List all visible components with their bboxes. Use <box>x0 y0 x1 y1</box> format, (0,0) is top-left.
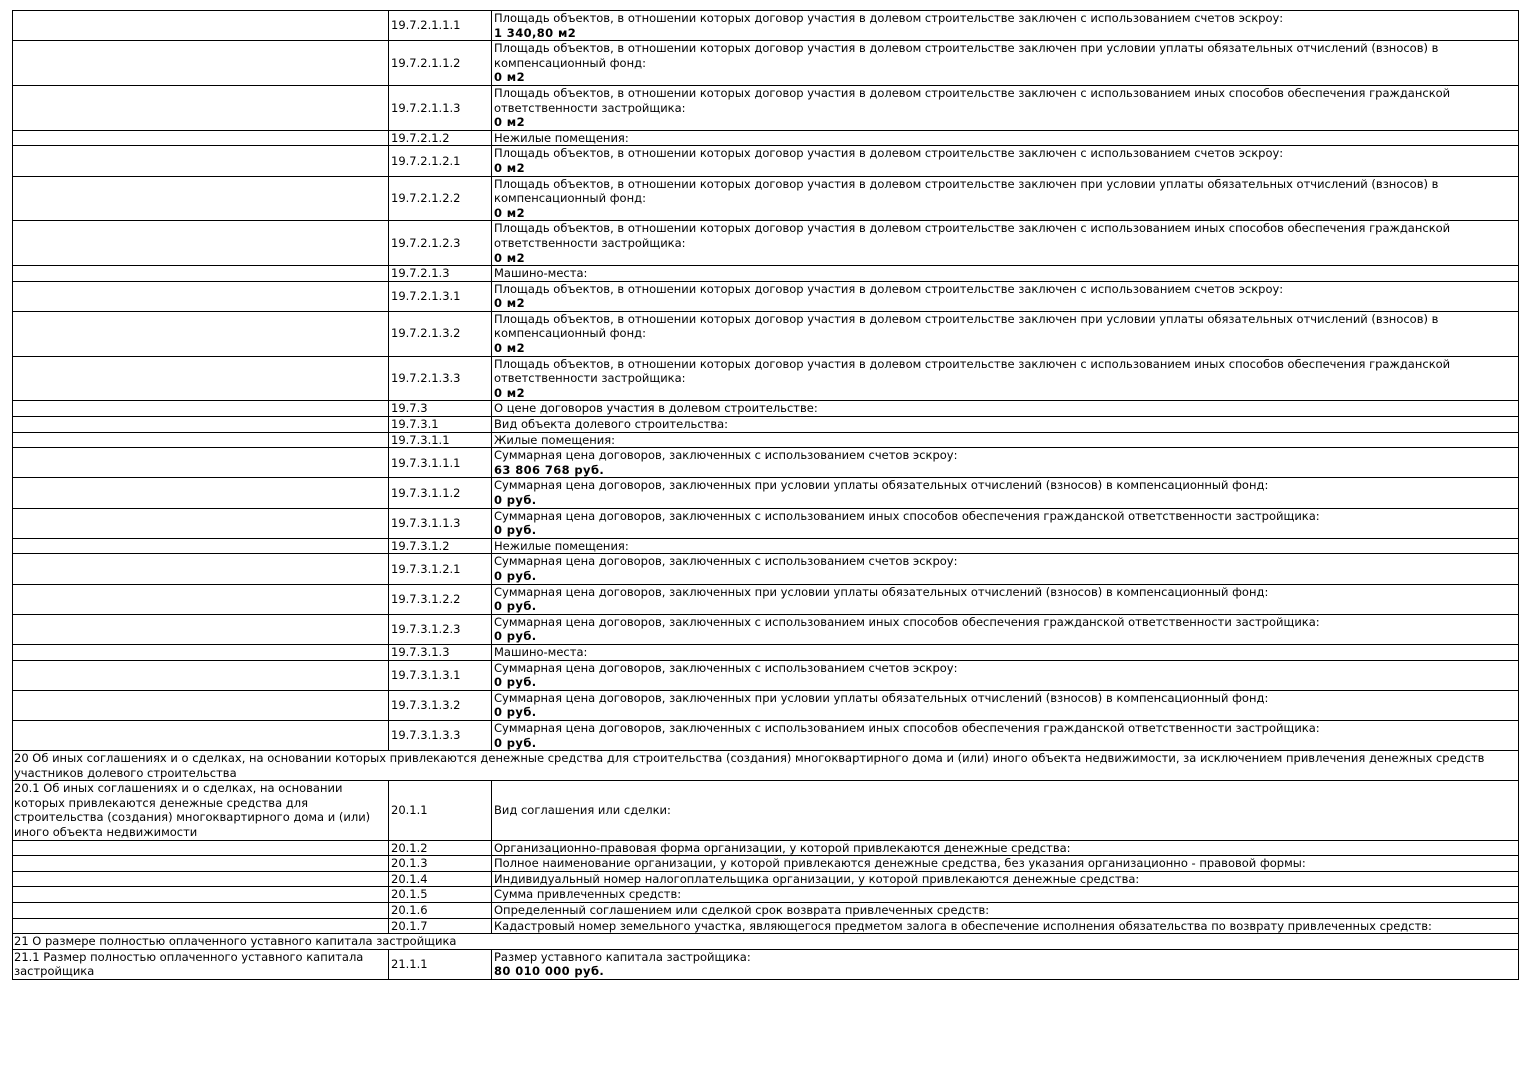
text-line: Суммарная цена договоров, заключенных с использованием счетов эскроу: <box>494 448 958 463</box>
item-description-cell <box>492 130 1519 146</box>
item-description-cell <box>492 41 1519 86</box>
table-row <box>13 311 1519 356</box>
group-label-cell <box>13 85 389 130</box>
group-label-cell <box>13 660 389 690</box>
text-line: Сумма привлеченных средств: <box>494 887 682 902</box>
group-label-cell <box>13 584 389 614</box>
item-value: 0 м2 <box>494 70 526 85</box>
text-line: Суммарная цена договоров, заключенных при условии уплаты обязательных отчислений (взносов) в компенсационный фонд: <box>494 584 1269 599</box>
item-description-cell <box>492 554 1519 584</box>
item-code: 20.1.1 <box>389 781 492 840</box>
item-code: 20.1.3 <box>389 856 492 872</box>
table-row <box>13 266 1519 282</box>
table-body <box>13 11 1519 980</box>
group-label-cell <box>13 41 389 86</box>
text-line: Кадастровый номер земельного участка, являющегося предметом залога в обеспечение исполнения обязательства по возврату привлеченных средств: <box>494 918 1432 933</box>
item-value: 0 м2 <box>494 160 526 175</box>
group-label-cell <box>13 130 389 146</box>
table-row <box>13 176 1519 221</box>
item-code: 19.7.2.1.1.2 <box>389 41 492 86</box>
item-value: 0 руб. <box>494 735 537 750</box>
item-description-cell <box>492 644 1519 660</box>
text-line: Суммарная цена договоров, заключенных при условии уплаты обязательных отчислений (взносов) в компенсационный фонд: <box>494 690 1269 705</box>
table-row <box>13 949 1519 979</box>
item-description-cell <box>492 432 1519 448</box>
group-label-cell <box>13 146 389 176</box>
item-value: 80 010 000 руб. <box>494 964 605 979</box>
group-label-cell <box>13 417 389 433</box>
item-description-cell <box>492 918 1519 934</box>
item-description-cell <box>492 221 1519 266</box>
item-value: 0 м2 <box>494 385 526 400</box>
section-heading <box>13 751 1519 781</box>
item-description-cell <box>492 690 1519 720</box>
group-label-cell <box>13 840 389 856</box>
text-line: Индивидуальный номер налогоплательщика организации, у которой привлекаются денежные средства: <box>494 871 1140 886</box>
table-row <box>13 720 1519 750</box>
text-line: Определенный соглашением или сделкой срок возврата привлеченных средств: <box>494 903 990 918</box>
item-description-cell <box>492 448 1519 478</box>
text-line: Машино-места: <box>494 266 588 281</box>
table-row <box>13 614 1519 644</box>
text-line: Нежилые помещения: <box>494 538 629 553</box>
item-description-cell <box>492 856 1519 872</box>
group-label-cell <box>13 918 389 934</box>
group-label-cell <box>13 266 389 282</box>
text-line: Вид объекта долевого строительства: <box>494 417 729 432</box>
table-row <box>13 356 1519 401</box>
text-line: ответственности застройщика: <box>494 371 686 386</box>
item-description-cell <box>492 417 1519 433</box>
item-value: 0 руб. <box>494 675 537 690</box>
item-description-cell <box>492 887 1519 903</box>
group-label-cell <box>13 281 389 311</box>
item-description-cell <box>492 840 1519 856</box>
item-description-cell <box>492 311 1519 356</box>
text-line: компенсационный фонд: <box>494 191 646 206</box>
text-line: иного объекта недвижимости <box>14 825 198 840</box>
item-code: 20.1.2 <box>389 840 492 856</box>
text-line: О цене договоров участия в долевом строительстве: <box>494 401 818 416</box>
text-line: Суммарная цена договоров, заключенных с использованием иных способов обеспечения гражданской ответственности застройщика: <box>494 720 1320 735</box>
item-description-cell <box>492 85 1519 130</box>
text-line: Организационно-правовая форма организации, у которой привлекаются денежные средства: <box>494 840 1071 855</box>
text-line: Суммарная цена договоров, заключенных с использованием счетов эскроу: <box>494 554 958 569</box>
text-line: застройщика <box>14 964 95 979</box>
table-row <box>13 281 1519 311</box>
group-label-cell <box>13 401 389 417</box>
group-label-cell <box>13 871 389 887</box>
item-value: 0 м2 <box>494 250 526 265</box>
item-code: 19.7.3.1.2 <box>389 538 492 554</box>
item-code: 19.7.2.1.3 <box>389 266 492 282</box>
item-code: 19.7.3.1.3.1 <box>389 660 492 690</box>
table-row <box>13 221 1519 266</box>
table-row <box>13 554 1519 584</box>
item-value: 0 м2 <box>494 205 526 220</box>
table-row <box>13 417 1519 433</box>
group-label-cell <box>13 720 389 750</box>
text-line: Суммарная цена договоров, заключенных с использованием иных способов обеспечения гражданской ответственности застройщика: <box>494 508 1320 523</box>
table-row <box>13 432 1519 448</box>
item-code: 19.7.2.1.2 <box>389 130 492 146</box>
text-line: 20 Об иных соглашениях и о сделках, на основании которых привлекаются денежные средства для строительства (создания) многоквартирного дома и (или) иного объекта недвижимости, за исключением привлечения денежных средств <box>14 751 1485 766</box>
document-table <box>12 10 1519 980</box>
text-line: Площадь объектов, в отношении которых договор участия в долевом строительстве заключен при условии уплаты обязательных отчислений (взносов) в <box>494 176 1439 191</box>
text-line: Площадь объектов, в отношении которых договор участия в долевом строительстве заключен с использованием счетов эскроу: <box>494 146 1284 161</box>
item-value: 63 806 768 руб. <box>494 462 605 477</box>
text-line: Площадь объектов, в отношении которых договор участия в долевом строительстве заключен при условии уплаты обязательных отчислений (взносов) в <box>494 41 1439 56</box>
text-line: 21.1 Размер полностью оплаченного уставного капитала <box>14 949 364 964</box>
item-description-cell <box>492 614 1519 644</box>
item-description-cell <box>492 584 1519 614</box>
text-line: Площадь объектов, в отношении которых договор участия в долевом строительстве заключен с использованием счетов эскроу: <box>494 281 1284 296</box>
text-line: Вид соглашения или сделки: <box>494 803 671 818</box>
item-description-cell <box>492 176 1519 221</box>
table-row <box>13 448 1519 478</box>
item-code: 19.7.3.1.3 <box>389 644 492 660</box>
group-label-cell <box>13 554 389 584</box>
text-line: 21 О размере полностью оплаченного уставного капитала застройщика <box>14 934 457 949</box>
group-label-cell <box>13 478 389 508</box>
text-line: Размер уставного капитала застройщика: <box>494 949 751 964</box>
item-value: 0 м2 <box>494 115 526 130</box>
item-description-cell <box>492 781 1519 840</box>
item-description-cell <box>492 508 1519 538</box>
text-line: ответственности застройщика: <box>494 235 686 250</box>
table-row <box>13 887 1519 903</box>
item-code: 19.7.3.1.1.2 <box>389 478 492 508</box>
text-line: Суммарная цена договоров, заключенных при условии уплаты обязательных отчислений (взносов) в компенсационный фонд: <box>494 478 1269 493</box>
text-line: Площадь объектов, в отношении которых договор участия в долевом строительстве заключен с использованием иных способов обеспечения гражданской <box>494 85 1451 100</box>
item-code: 19.7.2.1.2.2 <box>389 176 492 221</box>
item-code: 20.1.7 <box>389 918 492 934</box>
group-label-cell <box>13 311 389 356</box>
item-description-cell <box>492 478 1519 508</box>
item-description-cell <box>492 356 1519 401</box>
group-label-cell <box>13 508 389 538</box>
item-value: 0 м2 <box>494 296 526 311</box>
text-line: Площадь объектов, в отношении которых договор участия в долевом строительстве заключен с использованием счетов эскроу: <box>494 11 1284 25</box>
item-description-cell <box>492 903 1519 919</box>
item-description-cell <box>492 401 1519 417</box>
item-value: 0 руб. <box>494 493 537 507</box>
table-row <box>13 130 1519 146</box>
item-code: 19.7.2.1.2.1 <box>389 146 492 176</box>
table-row <box>13 584 1519 614</box>
table-row <box>13 538 1519 554</box>
item-code: 19.7.3 <box>389 401 492 417</box>
item-code: 19.7.3.1 <box>389 417 492 433</box>
item-code: 21.1.1 <box>389 949 492 979</box>
item-value: 0 руб. <box>494 599 537 614</box>
table-row <box>13 690 1519 720</box>
group-label-cell <box>13 11 389 41</box>
table-row <box>13 401 1519 417</box>
text-line: компенсационный фонд: <box>494 326 646 341</box>
item-code: 20.1.6 <box>389 903 492 919</box>
group-label-cell <box>13 176 389 221</box>
group-label-cell <box>13 949 389 979</box>
text-line: Суммарная цена договоров, заключенных с использованием счетов эскроу: <box>494 660 958 675</box>
item-code: 19.7.3.1.3.2 <box>389 690 492 720</box>
item-code: 19.7.2.1.3.1 <box>389 281 492 311</box>
item-description-cell <box>492 720 1519 750</box>
item-code: 19.7.3.1.2.3 <box>389 614 492 644</box>
item-code: 19.7.2.1.3.2 <box>389 311 492 356</box>
table-row <box>13 856 1519 872</box>
group-label-cell <box>13 887 389 903</box>
item-code: 19.7.3.1.2.2 <box>389 584 492 614</box>
item-code: 20.1.5 <box>389 887 492 903</box>
table-row <box>13 85 1519 130</box>
table-row <box>13 41 1519 86</box>
section-row <box>13 934 1519 950</box>
group-label-cell <box>13 538 389 554</box>
group-label-cell <box>13 221 389 266</box>
text-line: Площадь объектов, в отношении которых договор участия в долевом строительстве заключен с использованием иных способов обеспечения гражданской <box>494 356 1451 371</box>
item-description-cell <box>492 660 1519 690</box>
table-row <box>13 508 1519 538</box>
item-value: 0 руб. <box>494 568 537 583</box>
text-line: Полное наименование организации, у которой привлекаются денежные средства, без указания организационно - правовой формы: <box>494 856 1306 871</box>
item-code: 19.7.2.1.3.3 <box>389 356 492 401</box>
table-row <box>13 11 1519 41</box>
text-line: Жилые помещения: <box>494 432 616 447</box>
text-line: участников долевого строительства <box>14 765 237 780</box>
item-description-cell <box>492 11 1519 41</box>
item-code: 19.7.3.1.2.1 <box>389 554 492 584</box>
text-line: Машино-места: <box>494 644 588 659</box>
section-heading <box>13 934 1519 950</box>
text-line: компенсационный фонд: <box>494 55 646 70</box>
item-code: 19.7.3.1.1.3 <box>389 508 492 538</box>
item-code: 20.1.4 <box>389 871 492 887</box>
group-label-cell <box>13 432 389 448</box>
table-row <box>13 146 1519 176</box>
text-line: Площадь объектов, в отношении которых договор участия в долевом строительстве заключен при условии уплаты обязательных отчислений (взносов) в <box>494 311 1439 326</box>
item-description-cell <box>492 871 1519 887</box>
item-value: 0 руб. <box>494 629 537 644</box>
group-label-cell <box>13 781 389 840</box>
text-line: строительства (создания) многоквартирного дома и (или) <box>14 810 371 825</box>
item-description-cell <box>492 949 1519 979</box>
text-line: Площадь объектов, в отношении которых договор участия в долевом строительстве заключен с использованием иных способов обеспечения гражданской <box>494 221 1451 236</box>
item-description-cell <box>492 266 1519 282</box>
group-label-cell <box>13 448 389 478</box>
item-description-cell <box>492 281 1519 311</box>
group-label-cell <box>13 690 389 720</box>
item-value: 1 340,80 м2 <box>494 25 577 40</box>
table-row <box>13 781 1519 840</box>
group-label-cell <box>13 614 389 644</box>
item-code: 19.7.3.1.3.3 <box>389 720 492 750</box>
item-code: 19.7.2.1.2.3 <box>389 221 492 266</box>
item-code: 19.7.2.1.1.1 <box>389 11 492 41</box>
table-row <box>13 644 1519 660</box>
group-label-cell <box>13 356 389 401</box>
item-description-cell <box>492 146 1519 176</box>
item-value: 0 м2 <box>494 341 526 356</box>
table-row <box>13 918 1519 934</box>
table-row <box>13 871 1519 887</box>
text-line: Суммарная цена договоров, заключенных с использованием иных способов обеспечения гражданской ответственности застройщика: <box>494 614 1320 629</box>
item-code: 19.7.2.1.1.3 <box>389 85 492 130</box>
group-label-cell <box>13 903 389 919</box>
table-row <box>13 478 1519 508</box>
text-line: Нежилые помещения: <box>494 130 629 145</box>
table-row <box>13 840 1519 856</box>
group-label-cell <box>13 856 389 872</box>
section-row <box>13 751 1519 781</box>
item-code: 19.7.3.1.1.1 <box>389 448 492 478</box>
item-value: 0 руб. <box>494 523 537 538</box>
group-label-cell <box>13 644 389 660</box>
table-row <box>13 660 1519 690</box>
text-line: которых привлекаются денежные средства для <box>14 795 309 810</box>
text-line: ответственности застройщика: <box>494 100 686 115</box>
item-description-cell <box>492 538 1519 554</box>
item-value: 0 руб. <box>494 705 537 720</box>
text-line: 20.1 Об иных соглашениях и о сделках, на основании <box>14 781 343 796</box>
table-row <box>13 903 1519 919</box>
item-code: 19.7.3.1.1 <box>389 432 492 448</box>
